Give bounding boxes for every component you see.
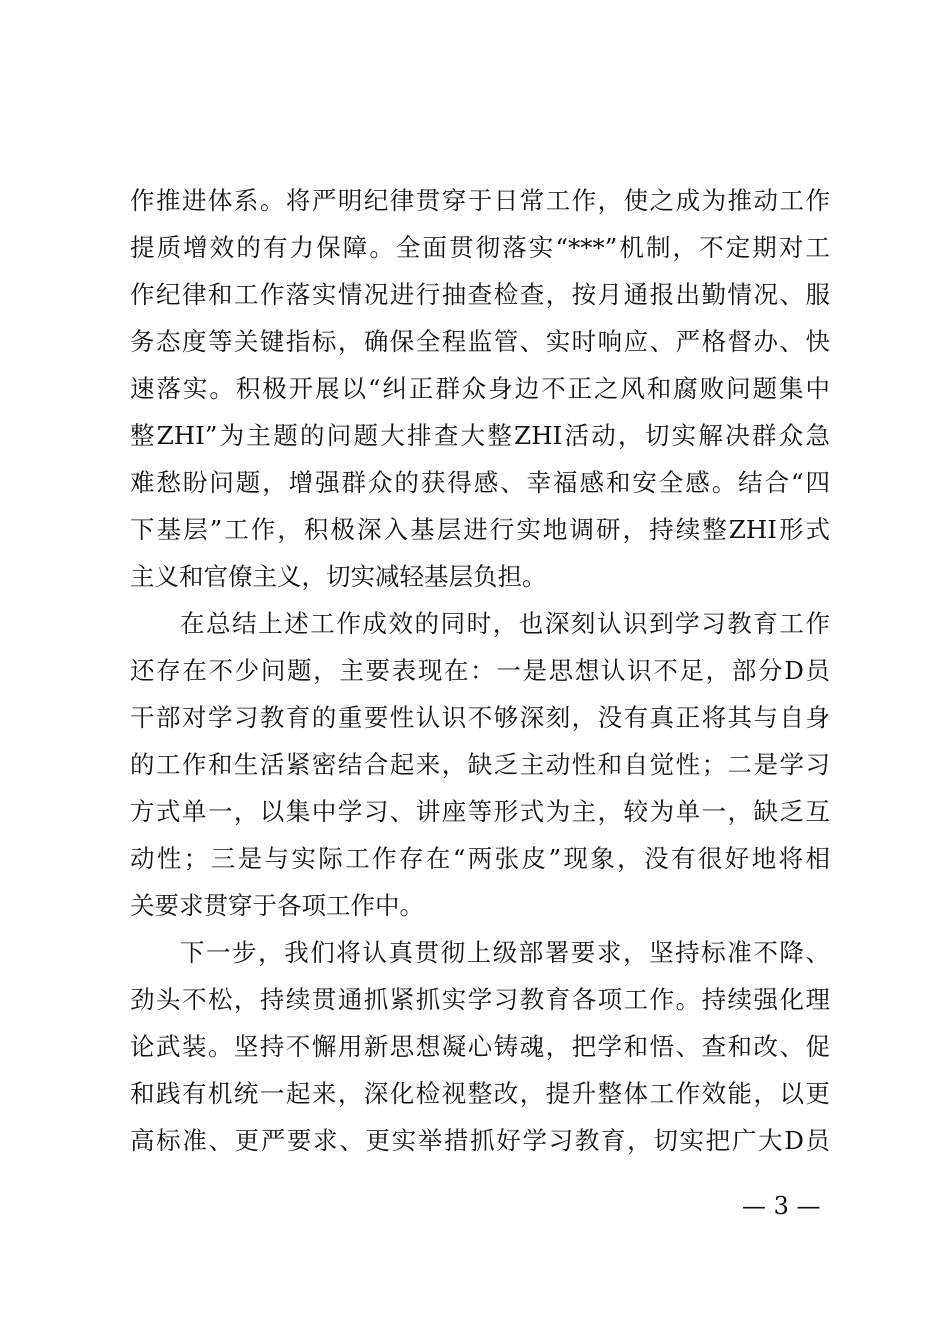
- text-line: 方式单一，以集中学习、讲座等形式为主，较为单一，缺乏互: [130, 797, 830, 826]
- text-line: 论武装。坚持不懈用新思想凝心铸魂，把学和悟、查和改、促: [130, 1032, 830, 1061]
- text-line: 务态度等关键指标，确保全程监管、实时响应、严格督办、快: [130, 327, 830, 356]
- text-line: 高标准、更严要求、更实举措抓好学习教育，切实把广大D员: [130, 1126, 830, 1155]
- text-line: 动性；三是与实际工作存在“两张皮”现象，没有很好地将相: [130, 844, 830, 873]
- text-line: 关要求贯穿于各项工作中。: [130, 891, 424, 920]
- text-line: 提质增效的有力保障。全面贯彻落实“***”机制，不定期对工: [130, 233, 830, 262]
- text-line: 速落实。积极开展以“纠正群众身边不正之风和腐败问题集中: [130, 374, 830, 403]
- text-line: 下一步，我们将认真贯彻上级部署要求，坚持标准不降、: [180, 938, 830, 967]
- text-line: 下基层”工作，积极深入基层进行实地调研，持续整ZHI形式: [130, 515, 830, 544]
- text-line: 在总结上述工作成效的同时，也深刻认识到学习教育工作: [180, 609, 830, 638]
- text-line: 劲头不松，持续贯通抓紧抓实学习教育各项工作。持续强化理: [130, 985, 830, 1014]
- text-line: 还存在不少问题，主要表现在：一是思想认识不足，部分D员: [130, 656, 830, 685]
- text-line: 整ZHI”为主题的问题大排查大整ZHI活动，切实解决群众急: [130, 421, 830, 450]
- text-line: 作推进体系。将严明纪律贯穿于日常工作，使之成为推动工作: [130, 186, 830, 215]
- text-line: 主义和官僚主义，切实减轻基层负担。: [130, 562, 547, 591]
- text-line: 难愁盼问题，增强群众的获得感、幸福感和安全感。结合“四: [130, 468, 830, 497]
- text-line: 干部对学习教育的重要性认识不够深刻，没有真正将其与自身: [130, 703, 830, 732]
- page-number: — 3 —: [742, 1192, 821, 1220]
- text-line: 作纪律和工作落实情况进行抽查检查，按月通报出勤情况、服: [130, 280, 830, 309]
- text-line: 和践有机统一起来，深化检视整改，提升整体工作效能，以更: [130, 1079, 830, 1108]
- text-line: 的工作和生活紧密结合起来，缺乏主动性和自觉性；二是学习: [130, 750, 830, 779]
